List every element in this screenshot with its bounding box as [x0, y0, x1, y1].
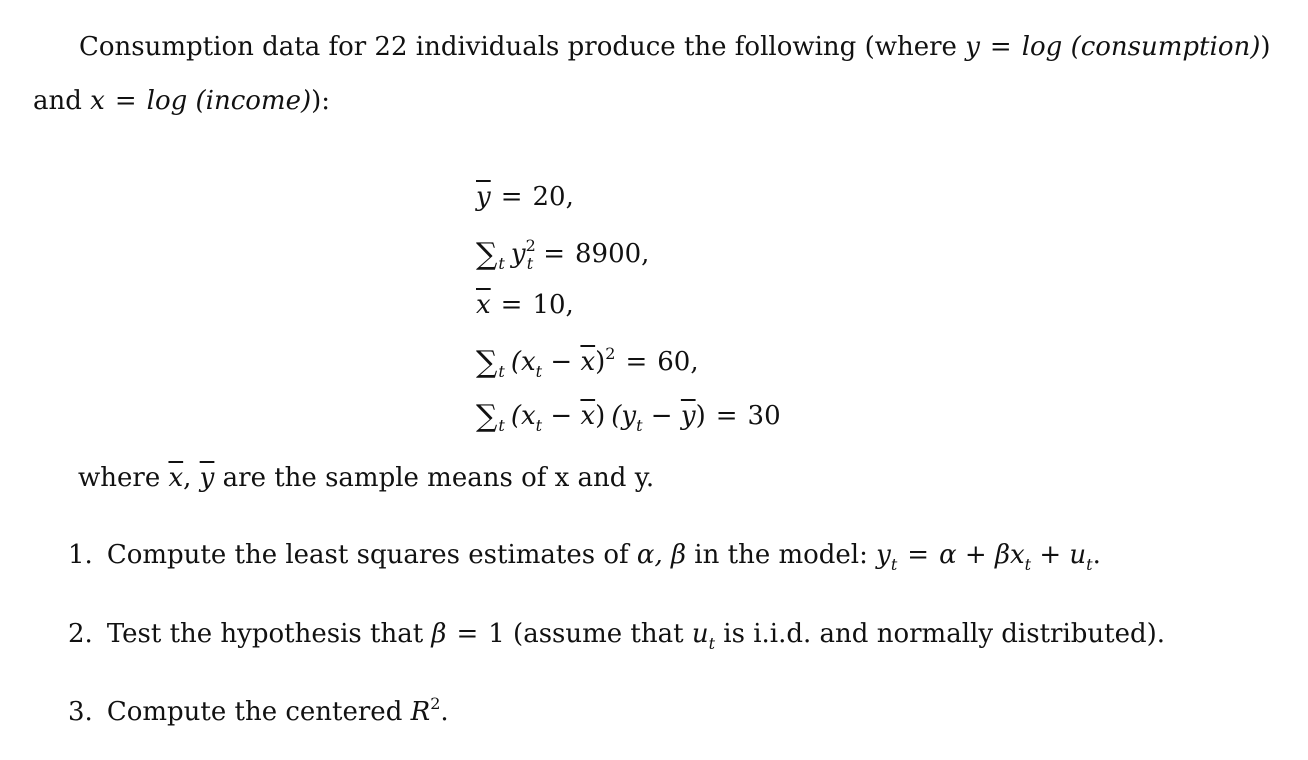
eq-sign: =	[500, 290, 523, 320]
minus-sign: −	[542, 401, 581, 431]
log-income: log (income)	[146, 86, 312, 116]
where-prefix: where	[78, 463, 169, 493]
sum-symbol: ∑	[476, 345, 498, 380]
equation-ybar	[476, 184, 574, 210]
question-2	[68, 619, 1166, 653]
question-text: Compute the least squares estimates of	[106, 540, 637, 570]
close-paren: )	[595, 401, 606, 431]
xbar-symbol: $\overline{x}$	[580, 347, 596, 377]
sum-index: t	[498, 416, 505, 435]
where-line	[78, 465, 654, 491]
y-subscript: t	[526, 254, 534, 273]
close-paren: )	[695, 401, 706, 431]
equation-sxy	[476, 399, 781, 435]
eq-sign: =	[543, 239, 565, 269]
model-plus-u: + u	[1031, 540, 1087, 570]
sum-symbol: ∑	[476, 237, 498, 272]
question-1	[68, 540, 1101, 574]
model-x-sub: t	[1024, 555, 1032, 574]
question-text: Test the hypothesis that	[106, 619, 432, 649]
ybar-symbol: $\overline{y}$	[680, 401, 696, 431]
intro-line-1: Consumption data for 22 individuals produce the following (where y = log (consumption))	[79, 32, 1271, 62]
r-exponent: 2	[430, 694, 441, 713]
r-var: R	[410, 697, 431, 727]
question-text-2: in the model:	[686, 540, 877, 570]
comma: ,	[183, 463, 200, 493]
x-subscript: t	[535, 362, 543, 381]
question-number: 1.	[68, 540, 93, 570]
ybar-symbol: $\overline{y}$	[199, 463, 215, 493]
xbar-symbol: $\overline{x}$	[580, 401, 596, 431]
intro-tail: ):	[311, 86, 331, 116]
sxy-value: 30	[747, 401, 781, 431]
question-3	[68, 694, 449, 727]
close-paren: )	[595, 347, 606, 377]
equation-xbar	[476, 292, 574, 318]
ybar-symbol: $\overline{y}$	[476, 182, 491, 212]
eq-sign: =	[456, 619, 479, 649]
question-end: .	[440, 697, 449, 727]
paren-x: (x	[510, 401, 536, 431]
equals-sign: =	[989, 32, 1012, 62]
equation-sum-y-squared	[476, 236, 650, 273]
minus-sign: −	[542, 347, 581, 377]
y-exponent: 2	[525, 236, 536, 255]
paren-x: (x	[510, 347, 536, 377]
x-variable: x	[90, 86, 105, 116]
alpha-beta: α, β	[636, 540, 687, 570]
sum-index: t	[498, 362, 505, 381]
eq-sign: =	[715, 401, 738, 431]
y-variable: y	[965, 32, 980, 62]
intro-text-2: and	[33, 86, 91, 116]
equation-sxx	[476, 344, 699, 381]
u-sub: t	[708, 634, 716, 653]
model-end: .	[1092, 540, 1101, 570]
model-eq: =	[907, 540, 930, 570]
equals-sign-2: =	[114, 86, 137, 116]
xbar-value: 10,	[532, 290, 574, 320]
minus-sign: −	[642, 401, 681, 431]
log-consumption: log (consumption)	[1021, 32, 1261, 62]
sum-index: t	[498, 254, 505, 273]
sum-y-squared-value: 8900,	[574, 239, 650, 269]
model-u-sub: t	[1086, 555, 1093, 574]
xbar-symbol: $\overline{x}$	[476, 290, 491, 320]
question-text: Compute the centered	[106, 697, 411, 727]
question-text-2: (assume that	[504, 619, 692, 649]
u-var: u	[691, 619, 709, 649]
eq-sign: =	[625, 347, 648, 377]
hypothesis-value: 1	[488, 619, 505, 649]
square-exponent: 2	[605, 344, 616, 363]
beta-symbol: β	[431, 619, 447, 649]
x-subscript: t	[535, 416, 543, 435]
question-number: 3.	[68, 697, 93, 727]
eq-sign: =	[500, 182, 523, 212]
ybar-value: 20,	[532, 182, 574, 212]
question-text-3: is i.i.d. and normally distributed).	[715, 619, 1166, 649]
y-var: y	[510, 239, 526, 269]
question-number: 2.	[68, 619, 93, 649]
where-suffix: are the sample means of x and y.	[214, 463, 655, 493]
sxx-value: 60,	[657, 347, 699, 377]
model-y: y	[876, 540, 891, 570]
sum-symbol: ∑	[476, 399, 498, 434]
xbar-symbol: $\overline{x}$	[168, 463, 184, 493]
intro-text: Consumption data for 22 individuals produce the following (where	[79, 32, 966, 62]
intro-line-2	[33, 88, 330, 114]
model-rhs: α + βx	[939, 540, 1025, 570]
y-subscript: t	[636, 416, 643, 435]
paren-y: (y	[611, 401, 637, 431]
model-y-sub: t	[890, 555, 898, 574]
